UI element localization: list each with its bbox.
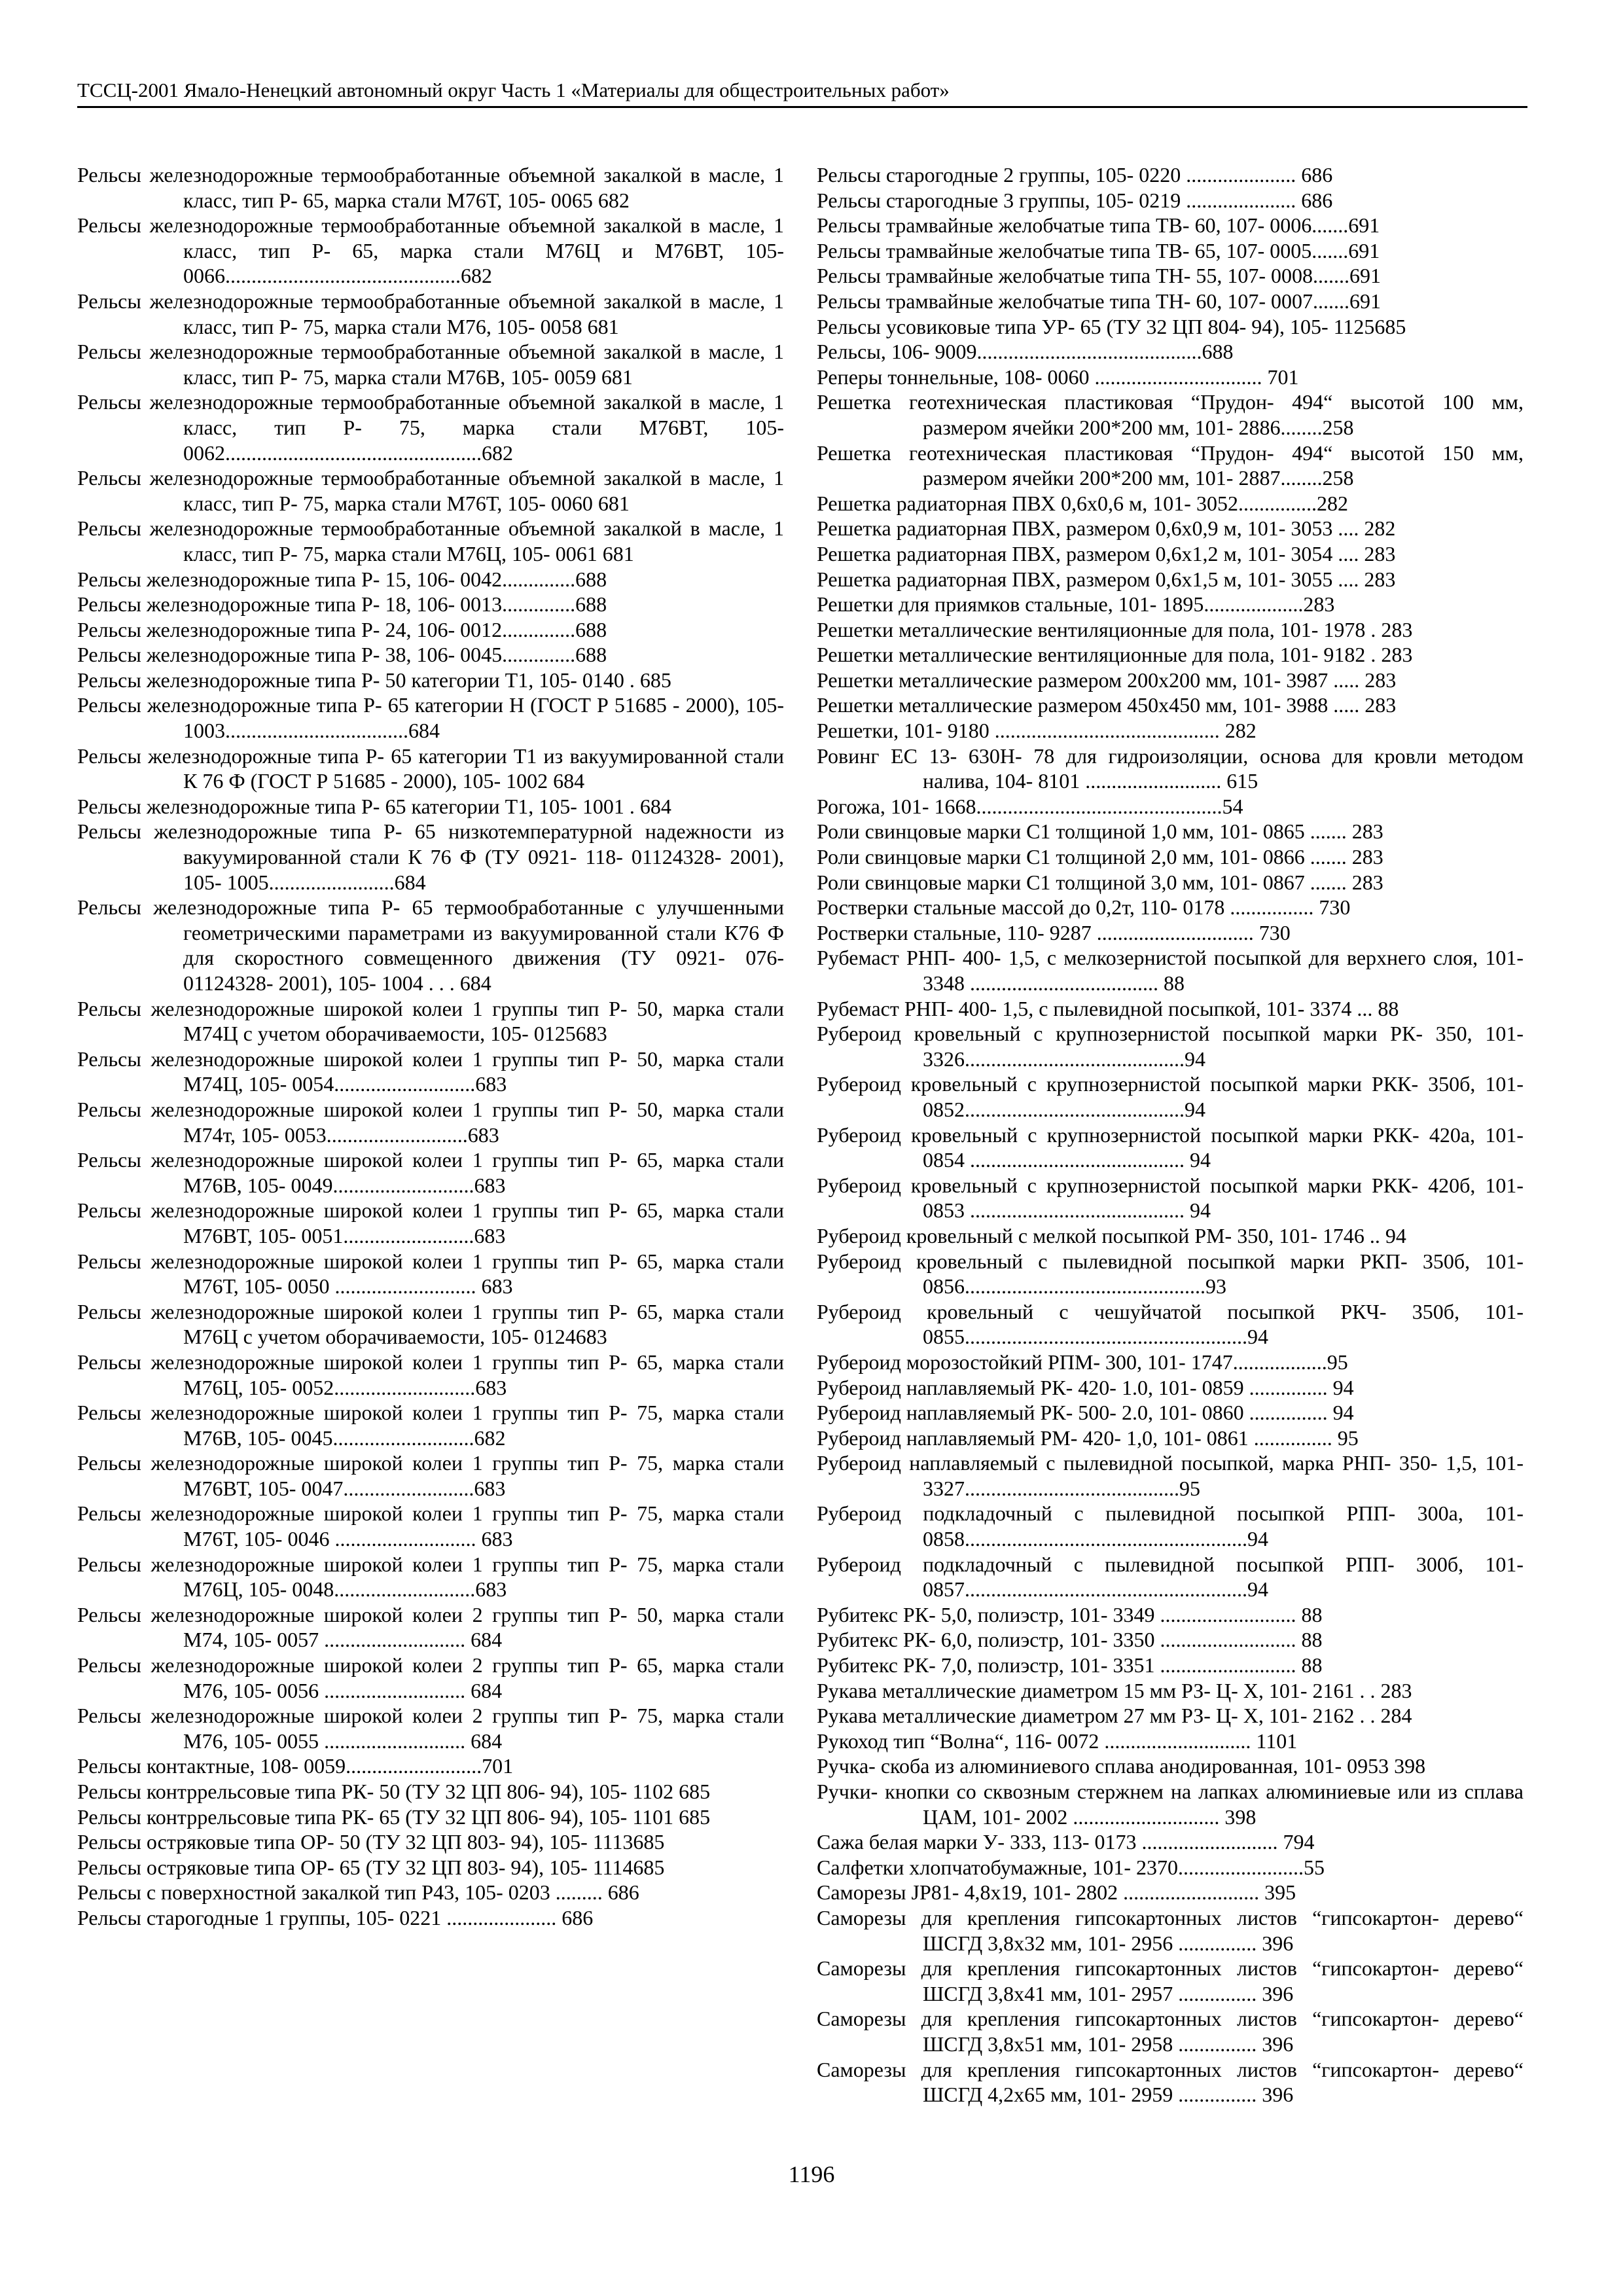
index-entry: Рубероид наплавляемый РМ- 420- 1,0, 101- 0861 ............... 95	[817, 1426, 1359, 1450]
index-entry: Рубитекс РК- 5,0, полиэстр, 101- 3349 .......................... 88	[817, 1602, 1323, 1626]
index-entry: Рубероид кровельный с крупнозернистой посыпкой марки РКК- 350б, 101- 0852..........................................94	[817, 1072, 1524, 1121]
index-entry: Рукава металлические диаметром 27 мм РЗ- Ц- Х, 101- 2162 . . 284	[817, 1704, 1412, 1728]
index-entry: Рельсы железнодорожные термообработанные объемной закалкой в масле, 1 класс, тип Р- 75, марка стали М76В, 105- 0059 681	[77, 340, 784, 389]
index-entry: Рельсы железнодорожные широкой колеи 1 группы тип Р- 65, марка стали М76Ц с учетом оборачиваемости, 105- 0124683	[77, 1299, 784, 1349]
index-entry: Рельсы железнодорожные широкой колеи 1 группы тип Р- 50, марка стали М74т, 105- 0053...........................683	[77, 1097, 784, 1147]
index-column-right	[817, 162, 1524, 2108]
index-entry: Рельсы, 106- 9009...........................................688	[817, 340, 1234, 364]
index-entry: Рельсы железнодорожные типа Р- 65 термообработанные с улучшенными геометрическими параметрами из вакуумированной стали К76 Ф для скоростного совмещенного движения (ТУ 0921- 076- 01124328- 2001), 105- 1004 . . . 684	[77, 895, 784, 995]
index-entry: Рельсы железнодорожные широкой колеи 1 группы тип Р- 65, марка стали М76ВТ, 105- 0051.........................683	[77, 1198, 784, 1247]
index-entry: Рельсы железнодорожные широкой колеи 1 группы тип Р- 75, марка стали М76Т, 105- 0046 ........................... 683	[77, 1501, 784, 1551]
index-entry: Рельсы железнодорожные типа Р- 65 низкотемпературной надежности из вакуумированной стали К 76 Ф (ТУ 0921- 118- 01124328- 2001), 105- 1005........................684	[77, 819, 784, 894]
index-entry: Рельсы железнодорожные термообработанные объемной закалкой в масле, 1 класс, тип Р- 75, марка стали М76, 105- 0058 681	[77, 289, 784, 338]
index-entry: Рельсы железнодорожные широкой колеи 2 группы тип Р- 65, марка стали М76, 105- 0056 ........................... 684	[77, 1653, 784, 1702]
index-entry: Рубероид наплавляемый РК- 500- 2.0, 101- 0860 ............... 94	[817, 1401, 1354, 1425]
index-entry: Рельсы контактные, 108- 0059..........................701	[77, 1754, 514, 1778]
index-entry: Рельсы старогодные 1 группы, 105- 0221 ..................... 686	[77, 1905, 594, 1929]
index-entry: Рубероид кровельный с мелкой посыпкой РМ- 350, 101- 1746 .. 94	[817, 1223, 1406, 1247]
index-entry: Решетки металлические размером 200х200 мм, 101- 3987 ..... 283	[817, 668, 1397, 692]
index-entry: Рукава металлические диаметром 15 мм РЗ- Ц- Х, 101- 2161 . . 283	[817, 1678, 1412, 1702]
index-entry: Рубероид подкладочный с пылевидной посыпкой РПП- 300а, 101- 0858......................................................94	[817, 1501, 1524, 1551]
index-entry: Решетка радиаторная ПВХ, размером 0,6х0,9 м, 101- 3053 .... 282	[817, 516, 1396, 541]
index-entry: Рельсы железнодорожные термообработанные объемной закалкой в масле, 1 класс, тип Р- 75, марка стали М76ВТ, 105- 0062.................................................682	[77, 390, 784, 465]
index-entry: Роли свинцовые марки С1 толщиной 1,0 мм, 101- 0865 ....... 283	[817, 819, 1383, 844]
index-entry: Рельсы железнодорожные широкой колеи 1 группы тип Р- 75, марка стали М76Ц, 105- 0048...........................683	[77, 1552, 784, 1602]
index-entry: Рельсы железнодорожные широкой колеи 1 группы тип Р- 50, марка стали М74Ц, 105- 0054...........................683	[77, 1047, 784, 1096]
index-entry: Рельсы железнодорожные термообработанные объемной закалкой в масле, 1 класс, тип Р- 75, марка стали М76Т, 105- 0060 681	[77, 466, 784, 515]
index-entry: Рубероид кровельный с крупнозернистой посыпкой марки РКК- 420а, 101- 0854 ......................................... 94	[817, 1122, 1524, 1172]
index-entry: Рубемаст РНП- 400- 1,5, с пылевидной посыпкой, 101- 3374 ... 88	[817, 996, 1399, 1020]
index-entry: Рельсы трамвайные желобчатые типа ТВ- 60, 107- 0006.......691	[817, 213, 1380, 238]
index-entry: Рукоход тип “Волна“, 116- 0072 ............................ 1101	[817, 1729, 1298, 1753]
index-entry: Рубитекс РК- 6,0, полиэстр, 101- 3350 .......................... 88	[817, 1628, 1323, 1652]
index-entry: Рубемаст РНП- 400- 1,5, с мелкозернистой посыпкой для верхнего слоя, 101- 3348 .................................... 88	[817, 946, 1524, 995]
index-entry: Рубероид кровельный с крупнозернистой посыпкой марки РКК- 420б, 101- 0853 ......................................... 94	[817, 1173, 1524, 1223]
index-entry: Ровинг ЕС 13- 630Н- 78 для гидроизоляции, основа для кровли методом налива, 104- 8101 .......................... 615	[817, 744, 1524, 793]
index-entry: Рельсы железнодорожные широкой колеи 1 группы тип Р- 65, марка стали М76В, 105- 0049...........................683	[77, 1148, 784, 1197]
running-header: ТССЦ-2001 Ямало-Ненецкий автономный округ Часть 1 «Материалы для общестроительных работ»	[77, 77, 1527, 108]
page-number: 1196	[788, 2161, 835, 2187]
index-entry: Рельсы трамвайные желобчатые типа ТН- 55, 107- 0008.......691	[817, 264, 1381, 288]
index-entry: Решетка геотехническая пластиковая “Прудон- 494“ высотой 150 мм, размером ячейки 200*200 мм, 101- 2887........258	[817, 440, 1524, 490]
index-entry: Реперы тоннельные, 108- 0060 ................................ 701	[817, 365, 1299, 389]
index-entry: Рельсы контррельсовые типа РК- 65 (ТУ 32 ЦП 806- 94), 105- 1101 685	[77, 1804, 711, 1829]
index-entry: Рубероид кровельный с крупнозернистой посыпкой марки РК- 350, 101- 3326..........................................94	[817, 1022, 1524, 1071]
index-entry: Решетка геотехническая пластиковая “Прудон- 494“ высотой 100 мм, размером ячейки 200*200 мм, 101- 2886........258	[817, 390, 1524, 439]
index-entry: Ручки- кнопки со сквозным стержнем на лапках алюминиевые или из сплава ЦАМ, 101- 2002 ............................ 398	[817, 1780, 1524, 1829]
index-entry: Рельсы железнодорожные типа Р- 65 категории Н (ГОСТ Р 51685 - 2000), 105- 1003...................................684	[77, 693, 784, 743]
index-entry: Рубероид кровельный с пылевидной посыпкой марки РКП- 350б, 101- 0856..............................................93	[817, 1249, 1524, 1299]
index-entry: Саморезы для крепления гипсокартонных листов “гипсокартон- дерево“ ШСГД 4,2х65 мм, 101- 2959 ............... 396	[817, 2057, 1524, 2107]
index-entry: Салфетки хлопчатобумажные, 101- 2370........................55	[817, 1855, 1325, 1879]
index-entry: Рельсы железнодорожные широкой колеи 1 группы тип Р- 65, марка стали М76Ц, 105- 0052...........................683	[77, 1350, 784, 1399]
index-entry: Саморезы для крепления гипсокартонных листов “гипсокартон- дерево“ ШСГД 3,8х51 мм, 101- 2958 ............... 396	[817, 2007, 1524, 2056]
index-entry: Рельсы железнодорожные широкой колеи 2 группы тип Р- 50, марка стали М74, 105- 0057 ........................... 684	[77, 1602, 784, 1652]
index-entry: Ростверки стальные, 110- 9287 .............................. 730	[817, 920, 1291, 944]
index-entry: Рельсы железнодорожные широкой колеи 2 группы тип Р- 75, марка стали М76, 105- 0055 ........................... 684	[77, 1704, 784, 1753]
index-entry: Рогожа, 101- 1668...............................................54	[817, 794, 1243, 818]
index-entry: Рельсы железнодорожные широкой колеи 1 группы тип Р- 50, марка стали М74Ц с учетом оборачиваемости, 105- 0125683	[77, 996, 784, 1046]
index-entry: Решетки металлические вентиляционные для пола, 101- 1978 . 283	[817, 617, 1413, 641]
index-entry: Решетки, 101- 9180 ........................................... 282	[817, 719, 1257, 743]
index-entry: Решетки металлические вентиляционные для пола, 101- 9182 . 283	[817, 643, 1413, 667]
index-entry: Рельсы железнодорожные широкой колеи 1 группы тип Р- 65, марка стали М76Т, 105- 0050 ........................... 683	[77, 1249, 784, 1299]
index-entry: Рельсы усовиковые типа УР- 65 (ТУ 32 ЦП 804- 94), 105- 1125685	[817, 314, 1406, 338]
index-entry: Саморезы для крепления гипсокартонных листов “гипсокартон- дерево“ ШСГД 3,8х32 мм, 101- 2956 ............... 396	[817, 1905, 1524, 1955]
index-entry: Сажа белая марки У- 333, 113- 0173 .......................... 794	[817, 1830, 1315, 1854]
index-entry: Рельсы железнодорожные типа Р- 50 категории Т1, 105- 0140 . 685	[77, 668, 671, 692]
index-entry: Решетка радиаторная ПВХ 0,6х0,6 м, 101- 3052...............282	[817, 491, 1348, 515]
index-entry: Рельсы железнодорожные широкой колеи 1 группы тип Р- 75, марка стали М76ВТ, 105- 0047.........................683	[77, 1451, 784, 1500]
index-entry: Решетки для приямков стальные, 101- 1895...................283	[817, 592, 1335, 617]
index-entry: Рельсы старогодные 2 группы, 105- 0220 ..................... 686	[817, 163, 1333, 187]
index-entry: Рельсы железнодорожные типа Р- 15, 106- 0042..............688	[77, 567, 607, 591]
index-entry: Рельсы железнодорожные термообработанные объемной закалкой в масле, 1 класс, тип Р- 65, марка стали М76Т, 105- 0065 682	[77, 163, 784, 212]
index-entry: Рельсы трамвайные желобчатые типа ТВ- 65, 107- 0005.......691	[817, 238, 1380, 262]
index-entry: Рубитекс РК- 7,0, полиэстр, 101- 3351 .......................... 88	[817, 1653, 1323, 1677]
index-entry: Саморезы JP81- 4,8х19, 101- 2802 .......................... 395	[817, 1880, 1296, 1905]
index-entry: Саморезы для крепления гипсокартонных листов “гипсокартон- дерево“ ШСГД 3,8х41 мм, 101- 2957 ............... 396	[817, 1956, 1524, 2005]
index-entry: Рельсы железнодорожные типа Р- 65 категории Т1 из вакуумированной стали К 76 Ф (ГОСТ Р 51685 - 2000), 105- 1002 684	[77, 744, 784, 793]
index-entry: Рубероид наплавляемый РК- 420- 1.0, 101- 0859 ............... 94	[817, 1375, 1354, 1399]
index-entry: Роли свинцовые марки С1 толщиной 3,0 мм, 101- 0867 ....... 283	[817, 870, 1383, 894]
index-entry: Ручка- скоба из алюминиевого сплава анодированная, 101- 0953 398	[817, 1754, 1426, 1778]
index-entry: Решетка радиаторная ПВХ, размером 0,6х1,5 м, 101- 3055 .... 283	[817, 567, 1396, 591]
index-entry: Рельсы остряковые типа ОР- 65 (ТУ 32 ЦП 803- 94), 105- 1114685	[77, 1855, 665, 1879]
index-entry: Рельсы железнодорожные типа Р- 18, 106- 0013..............688	[77, 592, 607, 617]
index-entry: Рубероид подкладочный с пылевидной посыпкой РПП- 300б, 101- 0857......................................................94	[817, 1552, 1524, 1602]
index-entry: Рельсы железнодорожные термообработанные объемной закалкой в масле, 1 класс, тип Р- 65, марка стали М76Ц и М76ВТ, 105- 0066.............................................682	[77, 213, 784, 288]
index-entry: Рельсы старогодные 3 группы, 105- 0219 ..................... 686	[817, 188, 1333, 212]
index-entry: Решетка радиаторная ПВХ, размером 0,6х1,2 м, 101- 3054 .... 283	[817, 541, 1396, 565]
index-entry: Роли свинцовые марки С1 толщиной 2,0 мм, 101- 0866 ....... 283	[817, 845, 1383, 869]
index-entry: Рельсы железнодорожные типа Р- 38, 106- 0045..............688	[77, 643, 607, 667]
index-entry: Рубероид кровельный с чешуйчатой посыпкой РКЧ- 350б, 101- 0855......................................................94	[817, 1299, 1524, 1349]
index-entry: Рельсы контррельсовые типа РК- 50 (ТУ 32 ЦП 806- 94), 105- 1102 685	[77, 1780, 711, 1803]
index-entry: Рельсы с поверхностной закалкой тип Р43, 105- 0203 ......... 686	[77, 1880, 639, 1905]
index-entry: Рубероид наплавляемый с пылевидной посыпкой, марка РНП- 350- 1,5, 101- 3327.........................................95	[817, 1451, 1524, 1500]
index-column-left	[77, 162, 784, 1931]
index-entry: Рельсы железнодорожные термообработанные объемной закалкой в масле, 1 класс, тип Р- 75, марка стали М76Ц, 105- 0061 681	[77, 516, 784, 565]
index-entry: Рубероид морозостойкий РПМ- 300, 101- 1747..................95	[817, 1350, 1348, 1374]
index-entry: Рельсы железнодорожные типа Р- 65 категории Т1, 105- 1001 . 684	[77, 794, 671, 818]
index-entry: Ростверки стальные массой до 0,2т, 110- 0178 ................ 730	[817, 895, 1351, 920]
index-entry: Решетки металлические размером 450х450 мм, 101- 3988 ..... 283	[817, 693, 1397, 717]
index-entry: Рельсы железнодорожные типа Р- 24, 106- 0012..............688	[77, 617, 607, 641]
index-entry: Рельсы остряковые типа ОР- 50 (ТУ 32 ЦП 803- 94), 105- 1113685	[77, 1830, 665, 1854]
index-entry: Рельсы трамвайные желобчатые типа ТН- 60, 107- 0007.......691	[817, 289, 1381, 313]
index-entry: Рельсы железнодорожные широкой колеи 1 группы тип Р- 75, марка стали М76В, 105- 0045...........................682	[77, 1401, 784, 1450]
